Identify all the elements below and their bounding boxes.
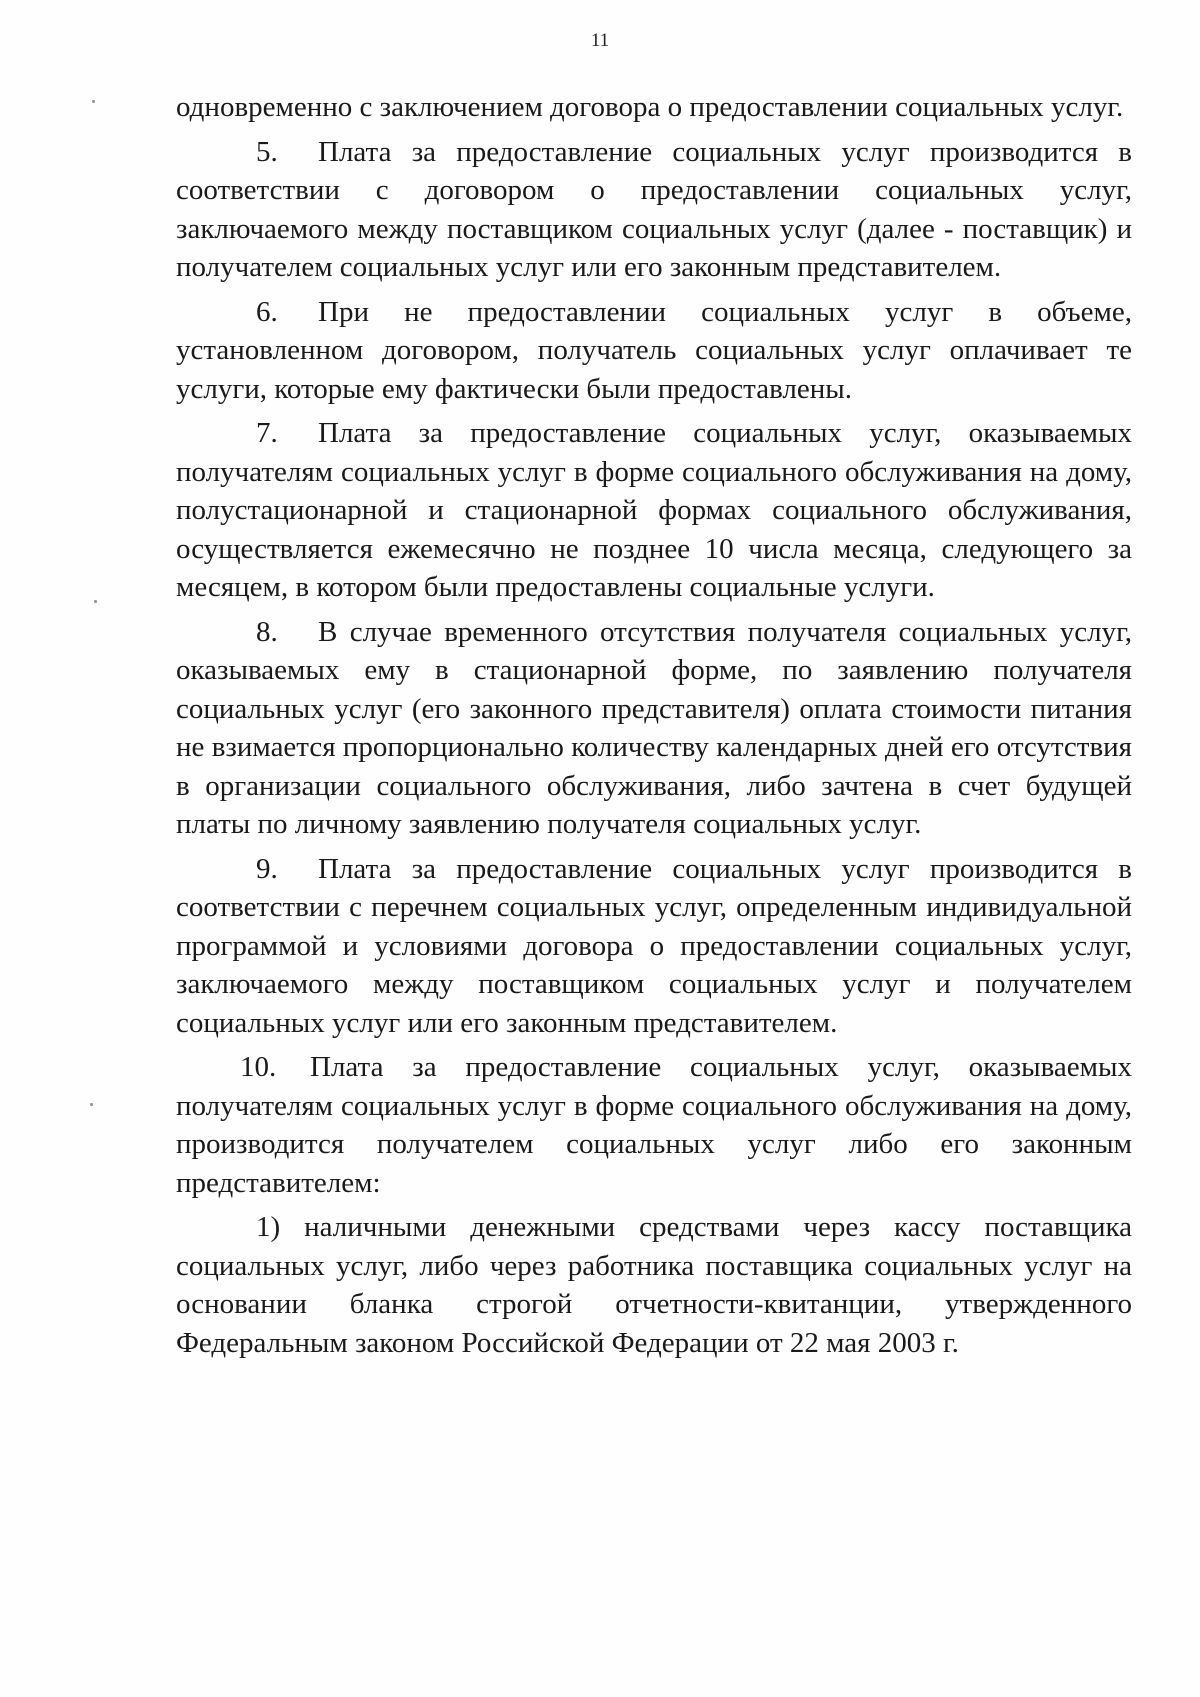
paragraph-text: Плата за предоставление социальных услуг производится в соответствии с перечнем социальных услуг, определенным индивидуальной программой и условиями договора о предоставлении социальных услуг, заключаемого между поставщиком социальных услуг и получателем социальных услуг или его законным представителем. <box>176 852 1132 1039</box>
paragraph-5 <box>176 133 1132 287</box>
paragraph-7 <box>176 414 1132 607</box>
paragraph-continuation: одновременно с заключением договора о предоставлении социальных услуг. <box>176 91 1124 123</box>
scan-speck <box>94 600 97 603</box>
paragraph-text: Плата за предоставление социальных услуг, оказываемых получателям социальных услуг в форме социального обслуживания на дому, производится получателем социальных услуг либо его законным представителем: <box>176 1051 1132 1199</box>
paragraph-9 <box>176 850 1132 1043</box>
scan-speck <box>90 1103 93 1106</box>
paragraph-number: 6. <box>256 295 278 328</box>
paragraph-number: 8. <box>256 615 278 648</box>
scan-speck <box>92 100 95 103</box>
paragraph-text: Плата за предоставление социальных услуг производится в соответствии с договором о предоставлении социальных услуг, заключаемого между поставщиком социальных услуг (далее - поставщик) и получателем социальных услуг или его законным представителем. <box>176 135 1132 283</box>
paragraph-10 <box>176 1048 1132 1202</box>
page-number: 11 <box>590 30 610 51</box>
paragraph-number: 9. <box>256 852 278 885</box>
paragraph-8 <box>176 613 1132 844</box>
paragraph-text: В случае временного отсутствия получателя социальных услуг, оказываемых ему в стационарной форме, по заявлению получателя социальных услуг (его законного представителя) оплата стоимости питания не взимается пропорционально количеству календарных дней его отсутствия в организации социального обслуживания, либо зачтена в счет будущей платы по личному заявлению получателя социальных услуг. <box>176 615 1132 840</box>
paragraph-number: 5. <box>256 135 278 168</box>
paragraph-10-item-1: 1) наличными денежными средствами через кассу поставщика социальных услуг, либо через работника поставщика социальных услуг на основании бланка строгой отчетности-квитанции, утвержденного Федеральным законом Российской Федерации от 22 мая 2003 г. <box>176 1211 1132 1359</box>
paragraph-text: Плата за предоставление социальных услуг, оказываемых получателям социальных услуг в форме социального обслуживания на дому, полустационарной и стационарной формах социального обслуживания, осуществляется ежемесячно не позднее 10 числа месяца, следующего за месяцем, в котором были предоставлены социальные услуги. <box>176 417 1132 603</box>
paragraph-number: 10. <box>240 1051 277 1083</box>
paragraph-6 <box>176 293 1132 409</box>
paragraph-text: При не предоставлении социальных услуг в объеме, установленном договором, получатель социальных услуг оплачивает те услуги, которые ему фактически были предоставлены. <box>176 295 1132 405</box>
paragraph-number: 7. <box>256 417 278 449</box>
document-body <box>176 88 1132 1362</box>
